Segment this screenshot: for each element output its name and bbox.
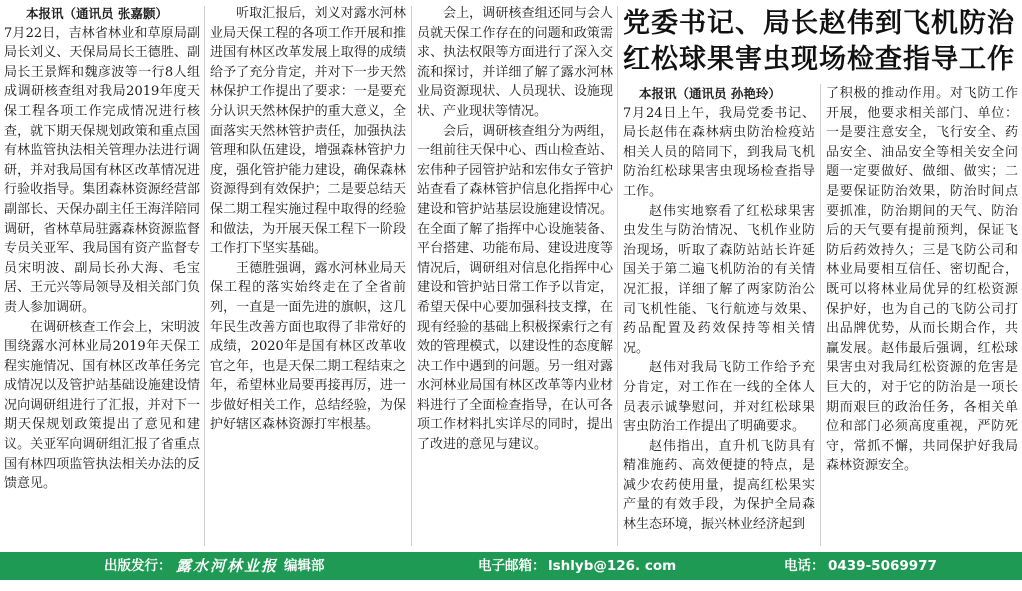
article2-column-2 [826,84,1018,546]
publisher-logo: 露水河林业报 [176,557,279,575]
article2-paragraph-1: 7月24日上午，我局党委书记、局长赵伟在森林病虫防治检疫站相关人员的陪同下，到我局飞机防治红松球果害虫现场检查指导工作。 [623,105,815,199]
article2-headline [620,6,1018,78]
email-address: lshlyb@126. com [548,558,677,574]
article1-paragraph-5: 会上，调研核查组还同与会人员就天保工作存在的问题和政策需求、执法权限等方面进行了深入交流和探讨，并详细了解了露水河林业局资源现状、人员现状、设施现状、产业现状等情况。 [417,6,613,119]
headline-line-1: 党委书记、局长赵伟到飞机防治 [623,8,1015,39]
article2-paragraph-2: 赵伟实地察看了红松球果害虫发生与防治情况、飞机作业防治现场，听取了森防站站长许延国关于第二遍飞机防治的有关情况汇报，详细了解了两家防治公司飞机性能、飞行航迹与效果、药品配置及药效保持等相关情况。 [623,203,815,356]
article1-column-1 [4,4,200,546]
article2-paragraph-4-start [623,437,815,535]
column-divider [617,6,618,546]
article1-paragraph-2: 在调研核查工作会上，宋明波围绕露水河林业局2019年天保工程实施情况、国有林区改革任务完成情况以及管护站基础设施建设情况向调研组进行了汇报，并对下一期天保规划政策提出了意见和建议。关亚军向调研组汇报了省重点国有林四项监管执法相关办法的反馈意见。 [4,319,200,492]
article2-column-1 [623,84,815,546]
publisher-label: 出版发行： [104,558,172,574]
article1-paragraph-6: 会后，调研核查组分为两组，一组前往天保中心、西山检查站、宏伟种子园管护站和宏伟女子管护站查看了森林管护信息化指挥中心建设和管护站基层设施建设情况。在全面了解了指挥中心设施装备、平台搭建、功能布局、建设进度等情况后，调研组对信息化指挥中心建设和管护站日常工作予以肯定，希望天保中心要加强科技支撑，在现有经验的基础上积极探索行之有效的管理模式，以建设性的态度解决工作中遇到的问题。另一组对露水河林业局国有林区改革等内业材料进行了全面检查指导，在认可各项工作材料扎实详尽的同时，提出了改进的意见与建议。 [417,123,613,453]
column-divider [820,84,821,546]
article1-paragraph-1: 7月22日，吉林省林业和草原局副局长刘义、天保局局长王德胜、副局长王景辉和魏彦波等一行8人组成调研核查组对我局2019年度天保工程各项工作完成情况进行核查，就下期天保规划政策和重点国有林监管执法相关管理办法进行调研，并对我局国有林区改革情况进行验收指导。集团森林资源经营部副部长、天保办副主任王海洋陪同调研，省林草局驻露森林资源监督专员关亚军、我局国有资产监督专员宋明波、副局长孙大海、毛宝居、王元兴等局领导及相关部门负责人参加调研。 [4,25,200,315]
article1-column-2 [210,4,406,546]
phone-label: 电话： [784,558,825,574]
column-divider [204,6,205,546]
headline-line-2: 红松球果害虫现场检查指导工作 [623,44,1015,75]
article2-paragraph-4-tail: 了积极的推动作用。对飞防工作开展，他要求相关部门、单位：一是要注意安全，飞行安全、药品安全、油品安全等相关安全问题一定要做好、做细、做实；二是要保证防治效果，防治时间点要抓准，防治期间的天气、防治后的天气要有提前预判，保证飞防后药效持久；三是飞防公司和林业局要相互信任、密切配合，既可以将林业局优异的红松资源保护好，也为自己的飞防公司打出品牌优势，从而长期合作，共赢发展。赵伟最后强调，红松球果害虫对我局红松资源的危害是巨大的，对于它的防治是一项长期而艰巨的政治任务，各相关单位和部门必须高度重视，严防死守，常抓不懈，共同保护好我局森林资源安全。 [826,86,1018,474]
article1-column-3 [417,4,613,546]
article2-paragraph-4-continued [826,84,1018,476]
publisher-dept: 编辑部 [284,558,325,574]
email-label: 电子邮箱： [478,558,546,574]
article1-paragraph-3: 听取汇报后，刘义对露水河林业局天保工程的各项工作开展和推进国有林区改革发展上取得的成绩给予了充分肯定，并对下一步天然林保护工作提出了要求：一是要充分认识天然林保护的重大意义，全面落实天然林管护责任，加强执法管理和队伍建设，增强森林管护力度，强化管护能力建设，确保森林资源得到有效保护；二是要总结天保二期工程实施过程中取得的经验和做法，为开展天保工程下一阶段工作打下坚实基础。 [210,6,406,257]
article1-byline: 本报讯（通讯员 张嘉颢） [26,6,168,21]
article2-byline: 本报讯（通讯员 孙艳玲） [639,86,781,101]
article1-paragraph-4: 王德胜强调，露水河林业局天保工程的落实始终走在了全省前列，一直是一面先进的旗帜，这几年民生改善方面也取得了非常好的成绩，2020年是国有林区改革收官之年，也是天保二期工程结束之年，希望林业局要再接再厉，进一步做好相关工作，总结经验，为保护好辖区森林资源打牢根基。 [210,260,406,433]
article2-paragraph-3: 赵伟对我局飞防工作给予充分肯定，对工作在一线的全体人员表示诚挚慰问，并对红松球果害虫防治工作提出了明确要求。 [623,360,815,435]
article2-paragraph-4: 赵伟指出，直升机飞防具有精准施药、高效便捷的特点，是减少农药使用量，提高红松果实产量的有效手段，为保护全局森林生态环境，振兴林业经济起到 [623,438,815,533]
footer-bar [0,552,1022,580]
phone-number: 0439-5069977 [828,558,937,574]
column-divider [411,6,412,546]
